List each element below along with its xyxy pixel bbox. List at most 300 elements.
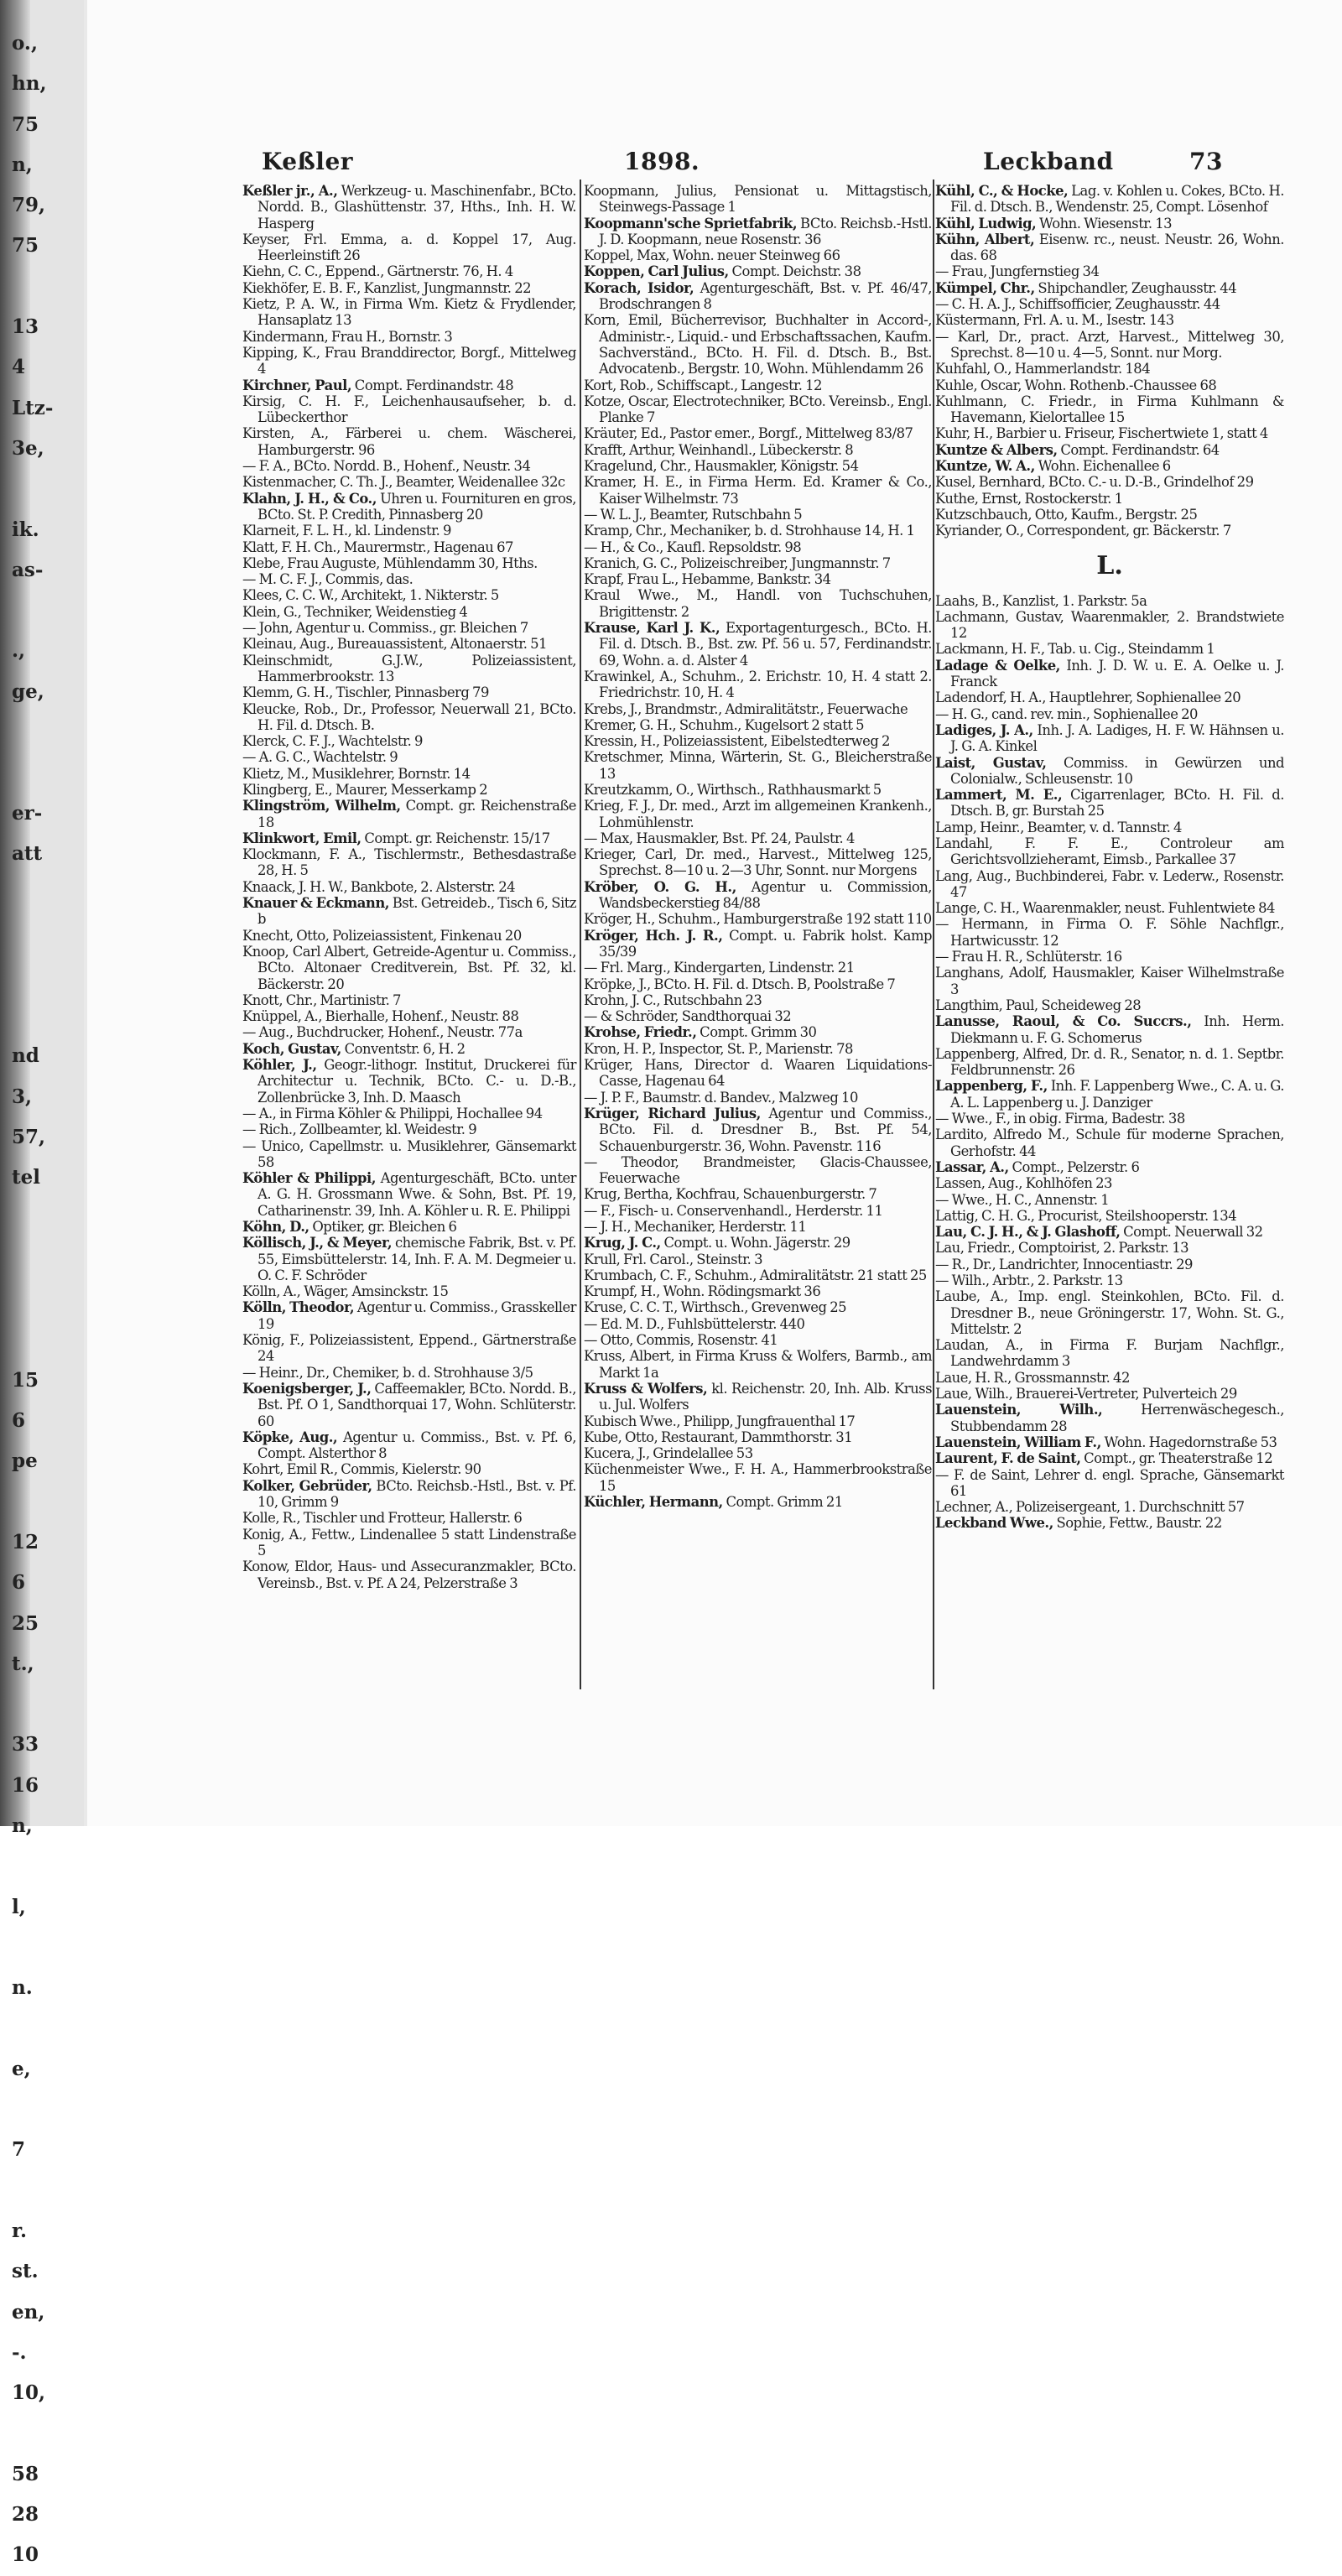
entry-details: Agentur und Commiss., BCto. Fil. d. Dresdner B., Bst. Pf. 54, Schauenburgerstr. 36, Wohn. Pavenstr. 116 [599, 1105, 932, 1154]
entry-details: Kort, Rob., Schiffscapt., Langestr. 12 [584, 377, 822, 393]
entry-details: Agenturgeschäft, Bst. v. Pf. 46/47, Brodschrangen 8 [599, 279, 933, 313]
directory-entry [935, 949, 1284, 965]
directory-entry [242, 329, 576, 345]
entry-details: Kräuter, Ed., Pastor emer., Borgf., Mittelweg 83/87 [584, 425, 913, 442]
directory-entry [584, 1445, 932, 1461]
entry-firm-name: Kirchner, Paul, [242, 377, 352, 393]
entry-firm-name: Krause, Karl J. K., [584, 620, 720, 637]
directory-entry [935, 641, 1284, 657]
margin-fragment: er- [12, 801, 43, 825]
entry-firm-name: Lanusse, Raoul, & Co. Succrs., [935, 1013, 1192, 1030]
directory-entry [584, 669, 932, 701]
entry-details: Compt. Grimm 30 [700, 1024, 817, 1041]
directory-entry [935, 507, 1284, 523]
entry-details: Lachmann, Gustav, Waarenmakler, 2. Brandstwiete 12 [935, 608, 1284, 642]
directory-entry [242, 636, 576, 652]
entry-firm-name: Lappenberg, F., [935, 1078, 1048, 1095]
entry-details: Eisenw. rc., neust. Neustr. 26, Wohn. das. 68 [950, 231, 1285, 264]
entry-details: Agentur u. Commiss., Grasskeller 19 [257, 1299, 576, 1332]
directory-entry [584, 1186, 932, 1202]
directory-entry [584, 733, 932, 749]
entry-details: Kragelund, Chr., Hausmakler, Königstr. 54 [584, 458, 859, 475]
directory-entry [584, 1106, 932, 1154]
entry-details: Shipchandler, Zeughausstr. 44 [1038, 279, 1237, 296]
directory-entry [935, 1159, 1284, 1175]
directory-entry [242, 1235, 576, 1283]
entry-firm-name: Korach, Isidor, [584, 279, 694, 296]
directory-entry [935, 1402, 1284, 1434]
directory-entry [584, 571, 932, 587]
directory-entry [935, 1046, 1284, 1079]
directory-entry [935, 296, 1284, 312]
entry-details: Lau, Friedr., Comptoirist, 2. Parkstr. 13 [935, 1240, 1189, 1257]
directory-entry [935, 1013, 1284, 1046]
directory-entry [584, 846, 932, 879]
directory-entry [584, 911, 932, 927]
directory-entry [242, 992, 576, 1008]
directory-entry [242, 1283, 576, 1299]
directory-entry [935, 1224, 1284, 1240]
entry-details: — A., in Firma Köhler & Philippi, Hochallee 94 [242, 1105, 543, 1121]
margin-fragment: 3e, [12, 436, 44, 460]
directory-entry [935, 442, 1284, 458]
directory-entry [935, 183, 1284, 216]
directory-entry [242, 1008, 576, 1024]
entry-details: — F. A., BCto. Nordd. B., Hohenf., Neustr. 34 [242, 458, 531, 475]
directory-entry [242, 1527, 576, 1559]
margin-fragment: n, [12, 1814, 33, 1838]
margin-fragment: Ltz- [12, 396, 54, 419]
margin-fragment: t., [12, 1652, 34, 1675]
previous-page-margin-text [12, 23, 87, 2576]
directory-entry [584, 507, 932, 523]
directory-entry [242, 280, 576, 296]
directory-entry [935, 377, 1284, 393]
entry-details: Kirsig, C. H. F., Leichenhausaufseher, b. d. Lübeckerthor [242, 393, 576, 426]
directory-entry [242, 766, 576, 782]
margin-fragment [12, 469, 87, 509]
directory-entry [584, 280, 932, 313]
entry-details: Knoop, Carl Albert, Getreide-Agentur u. Commiss., BCto. Altonaer Creditverein, Bst. Pf. 32, kl. Bäckerstr. 20 [242, 943, 576, 992]
directory-entry [584, 312, 932, 377]
margin-fragment [12, 1684, 87, 1725]
entry-details: Klingberg, E., Maurer, Messerkamp 2 [242, 781, 488, 798]
directory-column-1 [242, 183, 576, 1693]
entry-details: Kistenmacher, C. Th. J., Beamter, Weidenallee 32c [242, 474, 565, 491]
margin-fragment: 79, [12, 194, 46, 217]
directory-entry [242, 296, 576, 329]
directory-entry [935, 361, 1284, 377]
directory-entry [242, 523, 576, 539]
entry-details: — Frau, Jungfernstieg 34 [935, 263, 1100, 280]
margin-fragment [12, 1320, 87, 1361]
directory-entry [584, 1041, 932, 1057]
entry-details: — Aug., Buchdrucker, Hohenf., Neustr. 77a [242, 1024, 523, 1041]
margin-fragment: -. [12, 2340, 27, 2364]
directory-entry [935, 1127, 1284, 1159]
entry-firm-name: Kühl, Ludwig, [935, 215, 1037, 232]
directory-entry [935, 787, 1284, 820]
directory-entry [242, 458, 576, 474]
entry-details: — J. P. F., Baumstr. d. Bandev., Malzweg 10 [584, 1089, 858, 1106]
entry-details: Lardito, Alfredo M., Schule für moderne Sprachen, Gerhofstr. 44 [935, 1127, 1284, 1159]
directory-entry [935, 593, 1284, 609]
directory-entry [242, 895, 576, 928]
entry-firm-name: Koenigsberger, J., [242, 1380, 372, 1397]
entry-firm-name: Köpke, Aug., [242, 1429, 338, 1445]
entry-details: Kube, Otto, Restaurant, Dammthorstr. 31 [584, 1429, 853, 1445]
entry-details: Lamp, Heinr., Beamter, v. d. Tannstr. 4 [935, 819, 1182, 835]
entry-details: — H. G., cand. rev. min., Sophienallee 20 [935, 705, 1198, 722]
directory-entry [242, 782, 576, 798]
entry-details: chemische Fabrik, Bst. v. Pf. 55, Eimsbüttelerstr. 14, Inh. F. A. M. Degmeier u. O. C. F. Schröder [257, 1235, 576, 1283]
directory-entry [584, 830, 932, 846]
entry-details: Laube, A., Imp. engl. Steinkohlen, BCto. Fil. d. Dresdner B., neue Gröningerstr. 17, Wohn. St. G., Mittelstr. 2 [935, 1288, 1284, 1337]
column-divider [580, 180, 581, 1689]
entry-details: Klerck, C. F. J., Wachtelstr. 9 [242, 733, 423, 750]
entry-details: Kyriander, O., Correspondent, gr. Bäckerstr. 7 [935, 523, 1231, 539]
directory-entry [242, 620, 576, 636]
directory-entry [935, 1240, 1284, 1256]
margin-fragment: att [12, 841, 43, 865]
page-number: 73 [1189, 148, 1223, 175]
entry-details: Inh. F. Lappenberg Wwe., C. A. u. G. A. L. Lappenberg u. J. Danziger [950, 1078, 1284, 1111]
entry-details: — Frau H. R., Schlüterstr. 16 [935, 949, 1122, 965]
directory-entry [935, 1370, 1284, 1386]
entry-firm-name: Köhler & Philippi, [242, 1170, 376, 1187]
margin-fragment: 16 [12, 1773, 39, 1797]
directory-entry [935, 690, 1284, 705]
directory-entry [935, 1515, 1284, 1531]
entry-firm-name: Köhler, J., [242, 1057, 317, 1074]
directory-entry [242, 1429, 576, 1462]
directory-entry [242, 653, 576, 685]
entry-details: Krug, Bertha, Kochfrau, Schauenburgerstr. 7 [584, 1186, 877, 1203]
entry-details: Kretschmer, Minna, Wärterin, St. G., Bleicherstraße 13 [584, 749, 932, 782]
running-head-year: 1898. [624, 148, 700, 175]
directory-entry [584, 442, 932, 458]
directory-entry [242, 1121, 576, 1137]
entry-details: Geogr.-lithogr. Institut, Druckerei für Architectur u. Technik, BCto. C.- u. D.-B., Zollenbrücke 3, Inh. D. Maasch [257, 1057, 577, 1106]
entry-details: — H., & Co., Kaufl. Repsoldstr. 98 [584, 539, 802, 555]
entry-details: Langhans, Adolf, Hausmakler, Kaiser Wilhelmstraße 3 [935, 965, 1284, 997]
entry-details: Kusel, Bernhard, BCto. C.- u. D.-B., Grindelhof 29 [935, 474, 1254, 491]
entry-details: Compt. u. Fabrik holst. Kamp 35/39 [599, 927, 932, 960]
entry-details: Inh. J. D. W. u. E. A. Oelke u. J. Franck [950, 657, 1284, 690]
directory-column-2 [584, 183, 932, 1693]
directory-entry [242, 684, 576, 700]
entry-details: — & Schröder, Sandthorquai 32 [584, 1008, 792, 1025]
entry-details: Kipping, K., Frau Branddirector, Borgf., Mittelweg 4 [242, 344, 576, 377]
directory-entry [242, 733, 576, 749]
entry-details: Kohrt, Emil R., Commis, Kielerstr. 90 [242, 1461, 481, 1478]
entry-firm-name: Kümpel, Chr., [935, 279, 1035, 296]
directory-entry [584, 717, 932, 733]
entry-details: — A. G. C., Wachtelstr. 9 [242, 749, 398, 766]
directory-entry [935, 280, 1284, 296]
entry-firm-name: Köllisch, J., & Meyer, [242, 1235, 393, 1252]
directory-entry [242, 1170, 576, 1219]
entry-details: Kraul Wwe., M., Handl. von Tuchschuhen, Brigittenstr. 2 [584, 587, 932, 620]
directory-entry [584, 555, 932, 571]
entry-firm-name: Kuntze & Albers, [935, 441, 1058, 458]
margin-fragment [12, 712, 87, 752]
margin-fragment [12, 267, 87, 307]
entry-firm-name: Krüger, Richard Julius, [584, 1105, 761, 1121]
margin-fragment: 3, [12, 1085, 33, 1108]
entry-details: Lappenberg, Alfred, Dr. d. R., Senator, n. d. 1. Septbr. Feldbrunnenstr. 26 [935, 1045, 1284, 1079]
margin-fragment: l, [12, 1895, 26, 1918]
directory-entry [584, 749, 932, 782]
directory-entry [584, 458, 932, 474]
directory-entry [584, 620, 932, 669]
entry-details: Kotze, Oscar, Electrotechniker, BCto. Vereinsb., Engl. Planke 7 [584, 393, 932, 426]
margin-fragment: ik. [12, 518, 39, 541]
entry-firm-name: Klinkwort, Emil, [242, 830, 362, 846]
entry-details: — Wilh., Arbtr., 2. Parkstr. 13 [935, 1272, 1123, 1288]
directory-entry [584, 701, 932, 717]
margin-fragment: o., [12, 32, 38, 55]
entry-details: Krumbach, C. F., Schuhm., Admiralitätstr. 21 statt 25 [584, 1267, 927, 1283]
entry-details: Lackmann, H. F., Tab. u. Cig., Steindamm 1 [935, 641, 1215, 658]
entry-firm-name: Küchler, Hermann, [584, 1494, 723, 1511]
entry-details: Herrenwäschegesch., Stubbendamm 28 [950, 1402, 1284, 1434]
directory-entry [584, 1299, 932, 1315]
entry-details: Krieg, F. J., Dr. med., Arzt im allgemeinen Krankenh., Lohmühlenstr. [584, 798, 932, 830]
directory-entry [935, 393, 1284, 426]
entry-details: Langthim, Paul, Scheideweg 28 [935, 997, 1142, 1013]
directory-entry [584, 1267, 932, 1283]
entry-details: — Hermann, in Firma O. F. Söhle Nachflgr., Hartwicusstr. 12 [935, 916, 1284, 949]
margin-fragment: 28 [12, 2503, 39, 2527]
directory-entry [935, 722, 1284, 755]
entry-details: Lag. v. Kohlen u. Cokes, BCto. H. Fil. d. Dtsch. B., Wendenstr. 25, Compt. Lösenhof [950, 183, 1284, 216]
entry-details: Klockmann, F. A., Tischlermstr., Bethesdastraße 28, H. 5 [242, 846, 576, 879]
margin-fragment: 57, [12, 1126, 46, 1149]
directory-entry [935, 755, 1284, 788]
margin-fragment [12, 2171, 87, 2211]
entry-details: Koopmann, Julius, Pensionat u. Mittagstisch, Steinwegs-Passage 1 [584, 183, 932, 216]
entry-details: Krebs, J., Brandmstr., Admiralitätstr., Feuerwache [584, 700, 908, 717]
entry-details: Kuhfahl, O., Hammerlandstr. 184 [935, 361, 1151, 377]
directory-entry [584, 1203, 932, 1219]
directory-entry [242, 830, 576, 846]
entry-details: Kruss, Albert, in Firma Kruss & Wolfers, Barmb., am Markt 1a [584, 1348, 932, 1381]
directory-entry [242, 798, 576, 830]
entry-details: Krawinkel, A., Schuhm., 2. Erichstr. 10, H. 4 statt 2. Friedrichstr. 10, H. 4 [584, 668, 932, 701]
entry-details: Knecht, Otto, Polizeiassistent, Finkenau 20 [242, 927, 522, 944]
directory-entry [242, 944, 576, 992]
margin-fragment: n. [12, 1976, 33, 2000]
margin-fragment: 25 [12, 1611, 39, 1635]
entry-details: — Wwe., H. C., Annenstr. 1 [935, 1191, 1110, 1208]
entry-details: Agentur u. Commission, Wandsbeckerstieg 84/88 [599, 878, 933, 912]
directory-entry [584, 393, 932, 426]
directory-entry [935, 1386, 1284, 1402]
entry-details: BCto. Reichsb.-Hstl., Bst. v. Pf. 10, Grimm 9 [257, 1477, 576, 1511]
entry-details: Bst. Getreideb., Tisch 6, Sitz b [257, 895, 576, 928]
directory-entry [584, 539, 932, 555]
directory-entry [242, 393, 576, 426]
margin-fragment: r. [12, 2220, 28, 2243]
entry-firm-name: Klahn, J. H., & Co., [242, 490, 377, 507]
directory-entry [584, 216, 932, 248]
entry-details: Klebe, Frau Auguste, Mühlendamm 30, Hths. [242, 554, 538, 571]
entry-details: Korn, Emil, Bücherrevisor, Buchhalter in Accord-, Administr.-, Liquid.- und Erbschaftssachen, Kaufm. Sachverständ., BCto. H. Fil. d. Dtsch. B., Bst. Advocatenb., Bergstr. 10, Wohn. Mühlendamm 26 [584, 312, 932, 377]
entry-details: Kröger, H., Schuhm., Hamburgerstraße 192 statt 110 [584, 911, 932, 928]
margin-fragment [12, 1846, 87, 1886]
margin-fragment [12, 2089, 87, 2130]
margin-fragment: pe [12, 1449, 38, 1473]
entry-details: Laue, H. R., Grossmannstr. 42 [935, 1369, 1130, 1386]
entry-firm-name: Laurent, F. de Saint, [935, 1450, 1081, 1467]
directory-entry [584, 1494, 932, 1510]
entry-details: Compt., Pelzerstr. 6 [1012, 1158, 1140, 1175]
entry-details: Keyser, Frl. Emma, a. d. Koppel 17, Aug. Heerleinstift 26 [242, 231, 576, 264]
entry-details: — Ed. M. D., Fuhlsbüttelerstr. 440 [584, 1315, 805, 1332]
entry-details: — Max, Hausmakler, Bst. Pf. 24, Paulstr. 4 [584, 830, 855, 846]
margin-fragment [12, 955, 87, 996]
margin-fragment [12, 996, 87, 1036]
entry-details: Ladendorf, H. A., Hauptlehrer, Sophienallee 20 [935, 690, 1241, 706]
margin-fragment [12, 591, 87, 631]
entry-details: — W. L. J., Beamter, Rutschbahn 5 [584, 506, 803, 523]
entry-firm-name: Lauenstein, William F., [935, 1434, 1101, 1450]
directory-entry [935, 1078, 1284, 1111]
entry-details: Klein, G., Techniker, Weidenstieg 4 [242, 603, 468, 620]
entry-details: Kiehn, C. C., Eppend., Gärtnerstr. 76, H. 4 [242, 263, 513, 280]
directory-entry [242, 879, 576, 895]
directory-entry [242, 1332, 576, 1365]
directory-entry [242, 1510, 576, 1526]
margin-fragment: 6 [12, 1571, 26, 1595]
directory-entry [935, 312, 1284, 328]
entry-firm-name: Kühl, C., & Hocke, [935, 183, 1069, 199]
entry-details: Kruse, C. C. T., Wirthsch., Grevenweg 25 [584, 1299, 847, 1316]
margin-fragment: st. [12, 2260, 39, 2283]
directory-entry [242, 1299, 576, 1332]
entry-details: Kreutzkamm, O., Wirthsch., Rathhausmarkt 5 [584, 781, 882, 798]
directory-entry [584, 1316, 932, 1332]
directory-entry [935, 1175, 1284, 1191]
directory-entry [584, 1413, 932, 1429]
entry-details: Lattig, C. H. G., Procurist, Steilshooperstr. 134 [935, 1207, 1237, 1224]
directory-entry [935, 706, 1284, 722]
entry-details: Klemm, G. H., Tischler, Pinnasberg 79 [242, 684, 489, 701]
directory-entry [242, 263, 576, 279]
entry-firm-name: Leckband Wwe., [935, 1515, 1053, 1532]
directory-entry [935, 965, 1284, 997]
directory-entry [935, 609, 1284, 642]
entry-details: Konig, A., Fettw., Lindenallee 5 statt Lindenstraße 5 [242, 1526, 576, 1559]
entry-firm-name: Keßler jr., A., [242, 183, 338, 199]
directory-entry [584, 1154, 932, 1187]
entry-details: Kuthe, Ernst, Rostockerstr. 1 [935, 490, 1123, 507]
directory-entry [242, 1559, 576, 1591]
margin-fragment: 7 [12, 2138, 26, 2162]
directory-entry [242, 1041, 576, 1057]
entry-details: kl. Reichenstr. 20, Inh. Alb. Kruss u. Jul. Wolfers [599, 1380, 932, 1413]
directory-entry [584, 587, 932, 620]
directory-entry [242, 1024, 576, 1040]
entry-details: Kutzschbauch, Otto, Kaufm., Bergstr. 25 [935, 506, 1198, 523]
directory-entry [584, 183, 932, 216]
directory-entry [935, 216, 1284, 232]
entry-firm-name: Kruss & Wolfers, [584, 1380, 708, 1397]
entry-details: Knott, Chr., Martinistr. 7 [242, 991, 401, 1008]
directory-entry [935, 425, 1284, 441]
directory-entry [935, 1288, 1284, 1337]
entry-details: Wohn. Wiesenstr. 13 [1038, 215, 1173, 232]
entry-details: Kron, H. P., Inspector, St. P., Marienstr. 78 [584, 1040, 853, 1057]
directory-entry [584, 1461, 932, 1494]
entry-details: Konow, Eldor, Haus- und Assecuranzmakler, BCto. Vereinsb., Bst. v. Pf. A 24, Pelzerstraße 3 [242, 1559, 576, 1591]
directory-entry [242, 604, 576, 620]
entry-details: — Unico, Capellmstr. u. Musiklehrer, Gänsemarkt 58 [242, 1137, 576, 1170]
entry-details: Wohn. Eichenallee 6 [1038, 458, 1171, 475]
entry-details: Kleucke, Rob., Dr., Professor, Neuerwall 21, BCto. H. Fil. d. Dtsch. B. [242, 700, 576, 733]
directory-entry [242, 539, 576, 555]
entry-details: Kröpke, J., BCto. H. Fil. d. Dtsch. B, Poolstraße 7 [584, 976, 896, 992]
entry-details: Lassen, Aug., Kohlhöfen 23 [935, 1175, 1112, 1192]
directory-entry [935, 263, 1284, 279]
entry-firm-name: Ladiges, J. A., [935, 721, 1033, 738]
entry-details: Inh. Herm. Diekmann u. F. G. Schomerus [950, 1013, 1284, 1046]
directory-entry [242, 1381, 576, 1429]
entry-details: Kiekhöfer, E. B. F., Kanzlist, Jungmannstr. 22 [242, 279, 532, 296]
margin-fragment [12, 752, 87, 793]
entry-details: Cigarrenlager, BCto. H. Fil. d. Dtsch. B, gr. Burstah 25 [950, 787, 1284, 820]
directory-entry [584, 1057, 932, 1090]
directory-entry [242, 749, 576, 765]
entry-details: Klarneit, F. L. H., kl. Lindenstr. 9 [242, 523, 451, 539]
directory-entry [584, 879, 932, 912]
directory-entry [584, 523, 932, 539]
entry-details: Krüger, Hans, Director d. Waaren Liquidations-Casse, Hagenau 64 [584, 1057, 932, 1090]
entry-details: Krohn, J. C., Rutschbahn 23 [584, 991, 762, 1008]
directory-entry [584, 976, 932, 992]
entry-details: — Rich., Zollbeamter, kl. Weidestr. 9 [242, 1121, 477, 1138]
directory-entry [935, 232, 1284, 264]
margin-fragment: 33 [12, 1733, 39, 1756]
directory-entry [935, 1337, 1284, 1370]
directory-entry [584, 1024, 932, 1040]
margin-fragment: 58 [12, 2462, 39, 2485]
entry-details: — M. C. F. J., Commis, das. [242, 571, 414, 588]
entry-details: Landahl, F. F. E., Controleur am Gerichtsvollzieheramt, Eimsb., Parkallee 37 [935, 835, 1284, 868]
directory-entry [242, 1057, 576, 1106]
directory-entry [584, 1235, 932, 1251]
entry-firm-name: Kröber, O. G. H., [584, 878, 736, 895]
entry-details: — Heinr., Dr., Chemiker, b. d. Strohhause 3/5 [242, 1364, 533, 1381]
entry-details: Klietz, M., Musiklehrer, Bornstr. 14 [242, 765, 471, 782]
entry-details: Laahs, B., Kanzlist, 1. Parkstr. 5a [935, 592, 1147, 609]
directory-entry [242, 425, 576, 458]
entry-details: Werkzeug- u. Maschinenfabr., BCto. Nordd. B., Glashüttenstr. 37, Hths., Inh. H. W. Hasperg [257, 183, 576, 232]
entry-details: Knaack, J. H. W., Bankbote, 2. Alsterstr. 24 [242, 878, 516, 895]
directory-entry [242, 846, 576, 879]
margin-fragment [12, 2414, 87, 2454]
margin-fragment [12, 2009, 87, 2049]
entry-details: Kressin, H., Polizeiassistent, Eibelstedterweg 2 [584, 733, 890, 750]
entry-firm-name: Krohse, Friedr., [584, 1024, 697, 1041]
entry-details: Lang, Aug., Buchbinderei, Fabr. v. Lederw., Rosenstr. 47 [935, 867, 1284, 900]
margin-fragment: 10, [12, 2381, 46, 2405]
directory-entry [584, 377, 932, 393]
entry-details: Kindermann, Frau H., Bornstr. 3 [242, 328, 453, 345]
directory-page [87, 0, 1342, 1826]
margin-fragment: nd [12, 1044, 39, 1068]
